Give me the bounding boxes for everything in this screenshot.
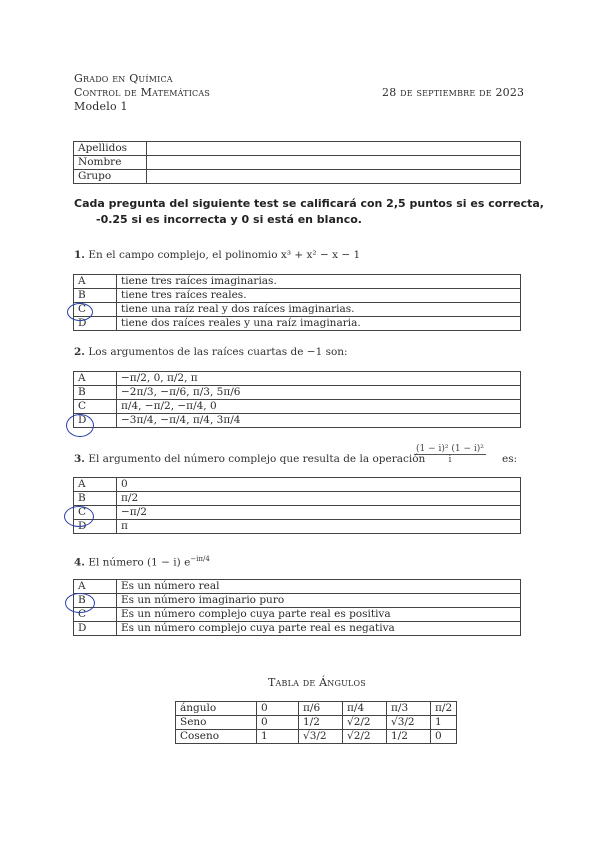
question-text: El número (1 − i) e <box>88 556 191 569</box>
option-row <box>74 372 521 386</box>
option-text: tiene dos raíces reales y una raíz imaginaria. <box>117 317 521 331</box>
question-text: El argumento del número complejo que resulta de la operación <box>88 453 426 465</box>
option-letter[interactable]: C <box>74 506 117 520</box>
option-row <box>74 317 521 331</box>
angle-row <box>176 702 457 716</box>
field-label: Apellidos <box>74 142 147 156</box>
student-field-row <box>74 170 521 184</box>
angle-cell: 1 <box>257 730 299 744</box>
operation-formula <box>414 444 486 465</box>
option-letter[interactable]: C <box>74 608 117 622</box>
angle-row <box>176 716 457 730</box>
angle-table-title: Tabla de Ángulos <box>268 676 366 689</box>
question-text: Los argumentos de las raíces cuartas de −1 son: <box>88 346 348 358</box>
question-number: 4. <box>74 556 85 569</box>
instructions-line: -0.25 si es incorrecta y 0 si está en blanco. <box>96 213 362 226</box>
question-2 <box>74 346 348 358</box>
option-letter[interactable]: C <box>74 303 117 317</box>
option-letter[interactable]: B <box>74 289 117 303</box>
question-number: 3. <box>74 453 85 465</box>
exam-model: Modelo 1 <box>74 100 128 113</box>
formula-numerator: (1 − i)² (1 − i)² <box>416 444 484 454</box>
angle-row <box>176 730 457 744</box>
option-row <box>74 386 521 400</box>
angle-cell: 1 <box>431 716 457 730</box>
option-text: Es un número imaginario puro <box>117 594 521 608</box>
option-text: π/4, −π/2, −π/4, 0 <box>117 400 521 414</box>
degree-name: Grado en Química <box>74 72 173 85</box>
field-label: Grupo <box>74 170 147 184</box>
answer-mark-circle <box>66 414 94 437</box>
answer-mark-circle <box>67 303 93 321</box>
student-field-row <box>74 142 521 156</box>
exam-date: 28 de septiembre de 2023 <box>382 86 525 99</box>
option-row <box>74 275 521 289</box>
angle-cell: π/3 <box>387 702 431 716</box>
option-row <box>74 594 521 608</box>
angle-cell: 0 <box>257 716 299 730</box>
option-text: 0 <box>117 478 521 492</box>
grading-instructions <box>74 196 544 228</box>
option-row <box>74 414 521 428</box>
option-text: −2π/3, −π/6, π/3, 5π/6 <box>117 386 521 400</box>
angle-cell: √3/2 <box>299 730 343 744</box>
option-text: Es un número complejo cuya parte real es negativa <box>117 622 521 636</box>
angle-cell: π/6 <box>299 702 343 716</box>
field-value[interactable] <box>147 170 521 184</box>
question-1 <box>74 249 360 261</box>
angle-cell: π/2 <box>431 702 457 716</box>
option-row <box>74 400 521 414</box>
option-row <box>74 492 521 506</box>
option-letter[interactable]: D <box>74 317 117 331</box>
options-table-4 <box>73 579 521 636</box>
student-field-row <box>74 156 521 170</box>
angle-cell: √3/2 <box>387 716 431 730</box>
angle-cell: π/4 <box>343 702 387 716</box>
option-letter[interactable]: A <box>74 478 117 492</box>
option-letter[interactable]: B <box>74 594 117 608</box>
option-letter[interactable]: D <box>74 622 117 636</box>
angle-cell: √2/2 <box>343 716 387 730</box>
instructions-line: Cada pregunta del siguiente test se calificará con 2,5 puntos si es correcta, <box>74 197 544 210</box>
question-number: 2. <box>74 346 85 358</box>
option-letter[interactable]: B <box>74 492 117 506</box>
option-row <box>74 520 521 534</box>
option-letter[interactable]: D <box>74 414 117 428</box>
angle-cell: 0 <box>257 702 299 716</box>
answer-mark-circle <box>65 593 95 613</box>
option-text: tiene tres raíces imaginarias. <box>117 275 521 289</box>
option-row <box>74 608 521 622</box>
angle-cell: √2/2 <box>343 730 387 744</box>
field-value[interactable] <box>147 156 521 170</box>
angle-cell: ángulo <box>176 702 257 716</box>
angle-cell: 1/2 <box>387 730 431 744</box>
field-value[interactable] <box>147 142 521 156</box>
options-table-1 <box>73 274 521 331</box>
question-3 <box>74 453 425 465</box>
option-text: π/2 <box>117 492 521 506</box>
angle-table <box>175 701 457 744</box>
question-text: En el campo complejo, el polinomio x³ + x² − x − 1 <box>88 249 361 261</box>
option-row <box>74 289 521 303</box>
option-text: tiene tres raíces reales. <box>117 289 521 303</box>
option-text: −π/2, 0, π/2, π <box>117 372 521 386</box>
angle-cell: Seno <box>176 716 257 730</box>
angle-cell: Coseno <box>176 730 257 744</box>
field-label: Nombre <box>74 156 147 170</box>
option-letter[interactable]: A <box>74 372 117 386</box>
options-table-3 <box>73 477 521 534</box>
angle-cell: 1/2 <box>299 716 343 730</box>
question-4 <box>74 555 210 569</box>
option-letter[interactable]: C <box>74 400 117 414</box>
option-letter[interactable]: B <box>74 386 117 400</box>
option-text: π <box>117 520 521 534</box>
student-info-table <box>73 141 521 184</box>
formula-denominator: i <box>448 455 452 465</box>
option-letter[interactable]: A <box>74 580 117 594</box>
option-row <box>74 580 521 594</box>
option-text: Es un número complejo cuya parte real es positiva <box>117 608 521 622</box>
option-row <box>74 303 521 317</box>
option-row <box>74 622 521 636</box>
option-letter[interactable]: D <box>74 520 117 534</box>
course-name: Control de Matemáticas <box>74 86 211 99</box>
option-letter[interactable]: A <box>74 275 117 289</box>
option-text: −π/2 <box>117 506 521 520</box>
angle-cell: 0 <box>431 730 457 744</box>
question-text-end: es: <box>502 453 518 465</box>
option-text: tiene una raíz real y dos raíces imaginarias. <box>117 303 521 317</box>
option-row <box>74 506 521 520</box>
exponent: −iπ/4 <box>190 555 210 563</box>
question-number: 1. <box>74 249 85 261</box>
options-table-2 <box>73 371 521 428</box>
option-row <box>74 478 521 492</box>
option-text: Es un número real <box>117 580 521 594</box>
option-text: −3π/4, −π/4, π/4, 3π/4 <box>117 414 521 428</box>
answer-mark-circle <box>64 506 94 527</box>
